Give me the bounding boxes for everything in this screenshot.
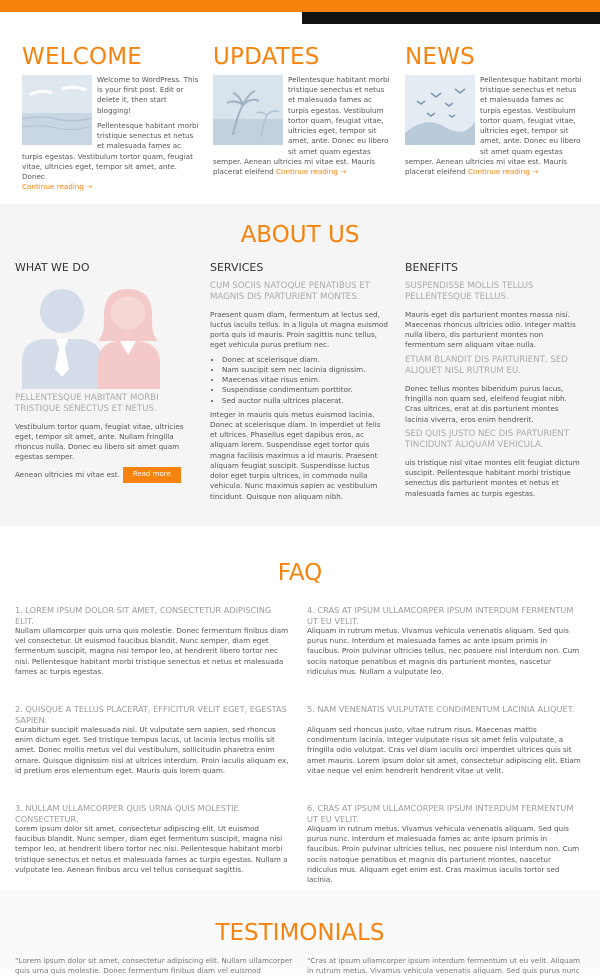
benefits-heading: BENEFITS — [405, 261, 458, 274]
list-item: • Suspendisse condimentum porttitor. — [222, 385, 388, 395]
news-column — [405, 46, 583, 182]
welcome-continue-link[interactable]: Continue reading → — [22, 182, 93, 192]
testimonial-quote-left: “Lorem ipsum dolor sit amet, consectetur adipiscing elit. Nullam ullamcorper quis urna quis molestie. Donec fermentum finibus diam vel euismod — [15, 956, 293, 976]
faq-item — [307, 605, 581, 686]
list-item: • Donec at scelerisque diam. — [222, 355, 388, 365]
what-we-do-subheading: PELLENTESQUE HABITANT MORBI TRISTIQUE SENECTUS ET NETUS. — [15, 392, 159, 415]
about-title: ABOUT US — [240, 222, 360, 248]
faq-left-column — [15, 605, 289, 902]
about-section — [0, 204, 600, 526]
services-heading: SERVICES — [210, 261, 264, 274]
faq-question[interactable]: 4. CRAS AT IPSUM ULLAMCORPER IPSUM INTERDUM FERMENTUM UT EU VELIT. — [307, 605, 574, 626]
services-column — [210, 260, 388, 506]
news-body: Pellentesque habitant morbi tristique senectus et netus et malesuada fames ac turpis egestas. Vestibulum tortor quam, feugiat vitae, ultricies eget, tempor sit amet, ante. Donec eu libero sit amet quam egestas semper. Aenean ultricies mi vitae est. Mauris placerat eleifend Continue reading → — [405, 75, 582, 176]
services-subheading: CUM SOCIIS NATOQUE PENATIBUS ET MAGNIS DIS PARTURIENT MONTES. — [210, 280, 370, 303]
services-body: Praesent quam diam, fermentum at lectus sed, luctus iaculis tellus. In a ligula ut magna euismod porta quis id mauris. Proin sagittis nunc tellus, eget vehicula purus pretium nec. — [210, 309, 388, 350]
palm-tree-image — [213, 75, 283, 145]
beach-image — [22, 75, 92, 145]
faq-question[interactable]: 5. NAM VENENATIS VULPUTATE CONDIMENTUM LACINIA ALIQUET. — [307, 704, 575, 714]
list-item: • Maecenas vitae risus enim. — [222, 375, 388, 385]
faq-answer: Nullam ullamcorper quis urna quis molestie. Donec fermentum finibus diam vel consectetur. Ut euismod faucibus blandit. Nunc semper, diam eget fermentum suscipit, magna nisi tempor leo, at hendrerit libero tortor nec nisi. Pellentesque habitant morbi tristique senectus et netus et malesuada fames ac turpis egestas. — [15, 626, 289, 676]
read-more-button[interactable]: Read more — [123, 467, 181, 483]
team-avatars-illustration — [20, 281, 170, 389]
faq-title: FAQ — [277, 560, 323, 586]
faq-answer: Aliquam in rutrum metus. Vivamus vehicula venenatis aliquam. Sed quis purus nunc. Interdum et malesuada fames ac ante ipsum primis in faucibus. Proin pulvinar ultricies tellus, nec posuere nisl interdum non. Cum sociis natoque penatibus et magnis dis parturient montes, nascetur ridiculus mus. Nullam a vulputate leo. — [307, 626, 580, 676]
welcome-title: WELCOME — [22, 44, 143, 70]
what-we-do-heading: WHAT WE DO — [15, 261, 90, 274]
benefits-body-3: uis tristique nisl vitae montes elit feugiat dictum suscipit. Pellentesque habitant morbi tristique senectus dis parturient montes et netus et malesuada fames ac turpis egestas. — [405, 457, 580, 498]
list-item: • Nam suscipit sem nec lacinia dignissim. — [222, 365, 388, 375]
benefits-subheading-3: SED QUIS JUSTO NEC DIS PARTURIENT TINCIDUNT ALIQUAM VEHICULA. — [405, 428, 569, 451]
news-continue-link[interactable]: Continue reading → — [468, 166, 539, 176]
man-avatar-icon — [22, 289, 102, 389]
testimonial-quote-right: “Cras at ipsum ullamcorper ipsum interdum fermentum ut eu velit. Aliquam in rutrum metus. Vivamus vehicula venenatis aliquam. Sed quis purus nunc — [307, 956, 581, 976]
benefits-body-2: Donec tellus montes bibendum purus lacus, fringilla non quam sed, eleifend feugiat nibh. Cras ultrices, erat at dis parturient montes lacinia viverra, eros enim hendrerit. — [405, 383, 567, 424]
benefits-body-1: Mauris eget dis parturient montes massa nisi. Maecenas rhoncus ultricies odio. Integer mattis nulla libero, dis parturient montes non fermentum sem aliquam vitae nulla. — [405, 309, 576, 350]
news-title: NEWS — [405, 44, 475, 70]
testimonials-section — [0, 890, 600, 976]
faq-right-column — [307, 605, 581, 902]
welcome-column — [22, 46, 200, 197]
testimonials-title: TESTIMONIALS — [215, 920, 385, 946]
faq-item — [307, 704, 581, 785]
faq-answer: Aliquam in rutrum metus. Vivamus vehicula venenatis aliquam. Sed quis purus nunc. Interdum et malesuada fames ac ante ipsum primis in faucibus. Proin pulvinar ultricies tellus, nec posuere nisl interdum non. Cum sociis natoque penatibus et magnis dis parturient montes, nascetur ridiculus mus. Aliquam eget enim est. Cras maximus iaculis tortor sed lacinia. — [307, 824, 580, 885]
birds-image — [405, 75, 475, 145]
updates-body: Pellentesque habitant morbi tristique senectus et netus et malesuada fames ac turpis egestas. Vestibulum tortor quam, feugiat vitae, ultricies eget, tempor sit amet, ante. Donec eu libero sit amet quam egestas semper. Aenean ultricies mi vitae est. Mauris placerat eleifend Continue reading → — [213, 75, 390, 176]
faq-answer: Curabitur suscipit malesuada nisl. Ut vulputate sem sapien, sed rhoncus enim dictum eget. Sed tristique tempus lacus, ut lacinia lectus mollis sit amet. Donec mollis metus vel dui vestibulum, sollicitudin pharetra enim ornare. Quisque dignissim nisi at ultrices interdum. Proin iaculis aliquam ex, id pretium eros elementum eget. Mauris quis lorem quam. — [15, 725, 289, 775]
what-we-do-body: Vestibulum tortor quam, feugiat vitae, ultricies eget, tempor sit amet, ante. Nullam fringilla rhoncus nulla. Donec eu libero sit amet quam egestas semper. — [15, 421, 184, 462]
services-list — [210, 355, 388, 406]
faq-answer: Aliquam sed rhoncus justo, vitae rutrum risus. Maecenas mattis condimentum lacinia. Integer vulputate risus sit amet felis vulputate, a fringilla odio volutpat. Cras vel diam iaculis orci imperdiet ultrices quis sit amet mauris. Lorem ipsum dolor sit amet, consectetur adipiscing elit. Etiam vitae neque vel enim hendrerit hendrerit vitae ut velit. — [307, 725, 581, 775]
list-item: • Sed auctor nulla ultrices placerat. — [222, 396, 388, 406]
welcome-body: Pellentesque habitant morbi tristique senectus et netus et malesuada fames ac turpis egestas. Vestibulum tortor quam, feugiat vitae, ultricies eget, tempor sit amet, ante. Donec Continue reading → — [22, 120, 199, 192]
top-accent-bar — [0, 0, 600, 12]
benefits-subheading-2: ETIAM BLANDIT DIS PARTURIENT, SED ALIQUET NISL RUTRUM EU. — [405, 354, 568, 377]
updates-continue-link[interactable]: Continue reading → — [276, 166, 347, 176]
updates-title: UPDATES — [213, 44, 320, 70]
services-body-2: Integer in mauris quis metus euismod lacinia. Donec at scelerisque diam. In imperdiet ut felis et ultrices. Phasellus eget dapibus eros, ac aliquam lorem. Suspendisse eget tortor quis magna facilisis maximus a id mauris. Praesent aliquam feugiat suscipit. Suspendisse luctus dolor eget turpis ultrices, in commodo nulla vehicula. Nunc maximus sapien ac vestibulum tincidunt. Quisque non aliquam nibh. — [210, 409, 381, 501]
top-dark-bar — [302, 12, 600, 24]
welcome-intro: Welcome to WordPress. This is your first post. Edit or delete it, then start blogging! — [97, 75, 199, 115]
faq-question[interactable]: 3. NULLAM ULLAMCORPER QUIS URNA QUIS MOLESTIE CONSECTETUR. — [15, 803, 239, 824]
what-we-do-column — [15, 260, 193, 487]
faq-question[interactable]: 6. CRAS AT IPSUM ULLAMCORPER IPSUM INTERDUM FERMENTUM UT EU VELIT. — [307, 803, 574, 824]
what-we-do-tail: Aenean ultricies mi vitae est. Read more — [15, 467, 193, 483]
woman-avatar-icon — [98, 289, 160, 389]
benefits-column — [405, 260, 583, 503]
faq-question[interactable]: 1. LOREM IPSUM DOLOR SIT AMET, CONSECTETUR ADIPISCING ELIT. — [15, 605, 272, 626]
updates-column — [213, 46, 391, 182]
faq-item — [15, 704, 289, 785]
benefits-subheading-1: SUSPENDISSE MOLLIS TELLUS PELLENTESQUE TELLUS. — [405, 280, 534, 303]
faq-question[interactable]: 2. QUISQUE A TELLUS PLACERAT, EFFICITUR VELIT EGET, EGESTAS SAPIEN. — [15, 704, 287, 725]
faq-answer: Lorem ipsum dolor sit amet, consectetur adipiscing elit. Ut euismod faucibus blandit. Nunc semper, diam eget fermentum suscipit, magna nisi tempor leo, at hendrerit libero tortor nec nisi. Pellentesque habitant morbi tristique senectus et netus et malesuada fames ac turpis egestas. Nullam a vulputate leo. Aenean finibus arcu vel tellus consequat sagittis. — [15, 824, 288, 874]
faq-item — [15, 605, 289, 686]
faq-item — [15, 803, 289, 884]
faq-item — [307, 803, 581, 884]
